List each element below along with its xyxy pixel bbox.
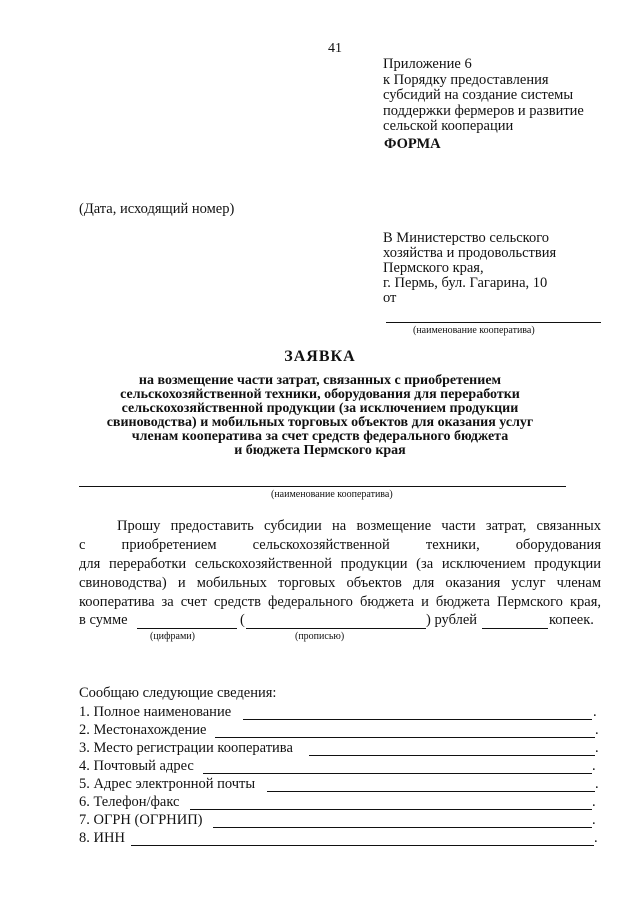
info-item-ogrn: 7. ОГРН (ОГРНИП) — [79, 812, 203, 828]
addressee-line: г. Пермь, бул. Гагарина, 10 — [383, 275, 548, 291]
sum-digits-field[interactable] — [137, 628, 237, 629]
period: . — [595, 722, 599, 738]
period: . — [592, 812, 596, 828]
location-field[interactable] — [215, 737, 595, 738]
sum-words-field[interactable] — [246, 628, 426, 629]
subtitle-line: членам кооператива за счет средств федерального бюджета — [131, 429, 509, 444]
document-title: ЗАЯВКА — [284, 348, 356, 365]
subtitle-line: свиноводства) и мобильных торговых объектов для оказания услуг — [106, 415, 534, 430]
kopecks-field[interactable] — [482, 628, 548, 629]
period: . — [593, 704, 597, 720]
full-name-field[interactable] — [243, 719, 592, 720]
addressee-line: от — [383, 290, 397, 306]
ogrn-field[interactable] — [213, 827, 592, 828]
info-item-postal-address: 4. Почтовый адрес — [79, 758, 194, 774]
period: . — [592, 794, 596, 810]
annex-line: Приложение 6 — [383, 56, 472, 72]
subtitle-line: и бюджета Пермского края — [234, 443, 406, 458]
postal-address-field[interactable] — [203, 773, 592, 774]
request-line: Прошу предоставить субсидии на возмещение части затрат, связанных — [117, 518, 601, 534]
info-item-full-name: 1. Полное наименование — [79, 704, 232, 720]
period: . — [595, 740, 599, 756]
info-item-registration: 3. Место регистрации кооператива — [79, 740, 293, 756]
request-line: кооператива за счет средств федерального бюджета и бюджета Пермского края, — [79, 594, 601, 610]
info-item-location: 2. Местонахождение — [79, 722, 207, 738]
info-item-phone-fax: 6. Телефон/факс — [79, 794, 180, 810]
document-subtitle — [100, 374, 540, 458]
annex-line: сельской кооперации — [383, 118, 514, 134]
request-line: свиноводства) и мобильных торговых объектов для оказания услуг членам — [79, 575, 601, 591]
period: . — [594, 830, 598, 846]
addressee-line: хозяйства и продовольствия — [383, 245, 557, 261]
cooperative-name-field[interactable] — [79, 486, 566, 487]
annex-header — [383, 57, 584, 135]
subtitle-line: сельскохозяйственной техники, оборудования для переработки — [120, 387, 520, 402]
subtitle-line: на возмещение части затрат, связанных с приобретением — [138, 373, 502, 388]
kopecks-label: копеек. — [549, 612, 594, 628]
page-number: 41 — [328, 41, 342, 56]
addressee-block — [383, 231, 556, 306]
open-paren: ( — [240, 612, 245, 628]
addressee-line: В Министерство сельского — [383, 230, 550, 246]
rubles-label: ) рублей — [426, 612, 478, 628]
date-number-label: (Дата, исходящий номер) — [79, 201, 235, 217]
digits-caption: (цифрами) — [150, 631, 195, 642]
period: . — [595, 776, 599, 792]
info-intro: Сообщаю следующие сведения: — [79, 685, 277, 701]
email-field[interactable] — [267, 791, 595, 792]
sender-name-caption: (наименование кооператива) — [413, 325, 535, 336]
sender-name-field[interactable] — [386, 322, 601, 323]
request-line: с приобретением сельскохозяйственной техники, оборудования — [79, 537, 601, 553]
subtitle-line: сельскохозяйственной продукции (за исключением продукции — [121, 401, 519, 416]
info-item-inn: 8. ИНН — [79, 830, 125, 846]
phone-fax-field[interactable] — [190, 809, 592, 810]
annex-line: к Порядку предоставления — [383, 71, 549, 88]
request-line: для переработки сельскохозяйственной продукции (за исключением продукции — [79, 556, 601, 572]
cooperative-name-caption: (наименование кооператива) — [271, 489, 393, 500]
form-label: ФОРМА — [384, 136, 441, 152]
annex-line: субсидий на создание системы — [383, 87, 574, 103]
inn-field[interactable] — [131, 845, 594, 846]
request-paragraph — [79, 517, 601, 612]
period: . — [592, 758, 596, 774]
words-caption: (прописью) — [295, 631, 345, 642]
sum-prefix: в сумме — [79, 612, 128, 628]
annex-line: поддержки фермеров и развитие — [383, 102, 584, 119]
addressee-line: Пермского края, — [383, 260, 484, 276]
registration-field[interactable] — [309, 755, 595, 756]
info-item-email: 5. Адрес электронной почты — [79, 776, 256, 792]
